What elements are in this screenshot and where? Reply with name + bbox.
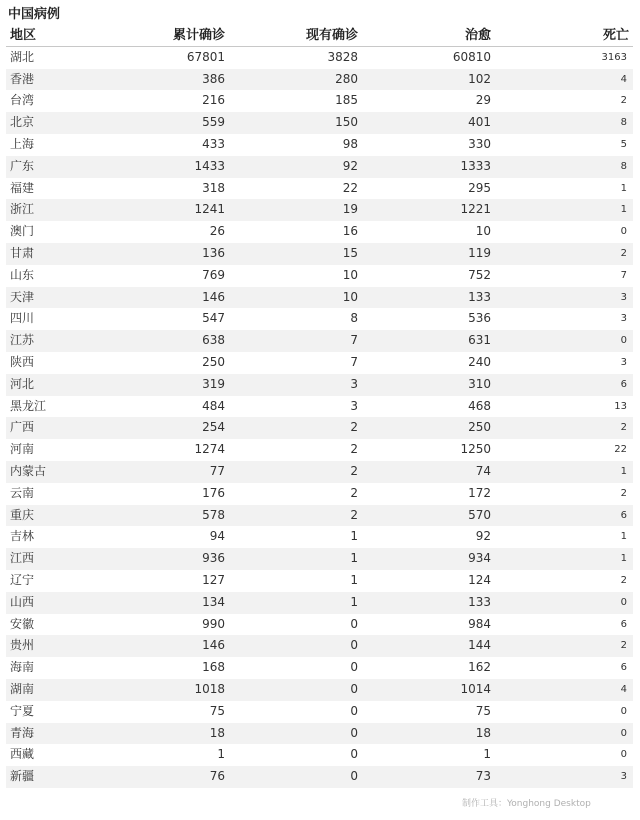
table-row xyxy=(6,461,633,483)
cell-cured: 92 xyxy=(475,529,491,544)
cell-region: 湖南 xyxy=(10,681,35,696)
table-row xyxy=(6,287,633,309)
cell-cured: 172 xyxy=(468,485,491,500)
cell-current: 1 xyxy=(350,529,358,544)
cell-cured: 1221 xyxy=(460,202,491,217)
cell-cumulative: 26 xyxy=(209,224,225,239)
cell-cumulative: 1018 xyxy=(194,681,225,696)
cell-cured: 310 xyxy=(468,376,491,391)
cell-cured: 752 xyxy=(468,267,491,282)
cell-region: 广东 xyxy=(10,158,35,173)
cell-cured: 934 xyxy=(468,551,491,566)
cell-cured: 1014 xyxy=(460,681,491,696)
cell-region: 甘肃 xyxy=(10,245,35,260)
cell-cumulative: 136 xyxy=(202,245,225,260)
cell-current: 2 xyxy=(350,463,358,478)
cell-cumulative: 769 xyxy=(202,267,225,282)
cell-deaths: 8 xyxy=(620,160,627,172)
cell-current: 15 xyxy=(342,245,358,260)
cell-region: 海南 xyxy=(10,660,35,675)
cell-cured: 570 xyxy=(468,507,491,522)
cell-region: 广西 xyxy=(10,420,35,435)
cell-cured: 29 xyxy=(475,93,491,108)
cell-cumulative: 216 xyxy=(202,93,225,108)
cell-cumulative: 1274 xyxy=(194,442,225,457)
cell-deaths: 2 xyxy=(620,247,627,259)
cell-current: 1 xyxy=(350,572,358,587)
table-row xyxy=(6,134,633,156)
cell-region: 香港 xyxy=(10,71,35,86)
table-row xyxy=(6,592,633,614)
table-row xyxy=(6,396,633,418)
cell-deaths: 2 xyxy=(620,640,627,652)
cell-cumulative: 168 xyxy=(202,660,225,675)
cell-region: 吉林 xyxy=(10,529,35,544)
cell-current: 185 xyxy=(335,93,358,108)
table-row xyxy=(6,417,633,439)
cell-current: 8 xyxy=(350,311,358,326)
cell-cumulative: 75 xyxy=(209,703,225,718)
table-row xyxy=(6,156,633,178)
cell-region: 北京 xyxy=(10,115,35,130)
table-row xyxy=(6,221,633,243)
cell-cured: 468 xyxy=(468,398,491,413)
column-header-current[interactable]: 现有确诊 xyxy=(305,28,358,43)
table-row xyxy=(6,308,633,330)
cell-cured: 144 xyxy=(468,638,491,653)
table-row xyxy=(6,505,633,527)
cell-cumulative: 94 xyxy=(209,529,225,544)
table-row xyxy=(6,614,633,636)
cell-cumulative: 638 xyxy=(202,333,225,348)
cell-cumulative: 146 xyxy=(202,638,225,653)
cell-deaths: 1 xyxy=(620,182,627,194)
cell-region: 西藏 xyxy=(10,747,35,762)
cell-current: 98 xyxy=(342,136,358,151)
table-row xyxy=(6,199,633,221)
cell-cumulative: 433 xyxy=(202,136,225,151)
cell-region: 云南 xyxy=(10,485,35,500)
cell-current: 0 xyxy=(350,769,358,784)
cell-region: 上海 xyxy=(10,136,35,151)
cell-current: 3 xyxy=(350,398,358,413)
column-header-cured[interactable]: 治愈 xyxy=(464,28,491,43)
cell-cured: 1 xyxy=(483,747,491,762)
cell-current: 0 xyxy=(350,681,358,696)
cell-current: 0 xyxy=(350,725,358,740)
cell-cumulative: 1433 xyxy=(194,158,225,173)
cell-current: 2 xyxy=(350,507,358,522)
table-row xyxy=(6,47,633,69)
table-row xyxy=(6,178,633,200)
cell-cured: 102 xyxy=(468,71,491,86)
column-header-cumulative[interactable]: 累计确诊 xyxy=(172,28,225,43)
cell-deaths: 0 xyxy=(620,335,627,347)
cell-region: 河南 xyxy=(10,442,35,457)
table-body xyxy=(6,47,633,788)
cell-region: 安徽 xyxy=(10,616,35,631)
cell-cured: 536 xyxy=(468,311,491,326)
cell-current: 10 xyxy=(342,267,358,282)
cell-region: 浙江 xyxy=(10,202,35,217)
cell-cured: 119 xyxy=(468,245,491,260)
cell-cured: 250 xyxy=(468,420,491,435)
cell-cured: 133 xyxy=(468,289,491,304)
cell-region: 江苏 xyxy=(10,333,35,348)
cell-region: 澳门 xyxy=(10,224,35,239)
table-row xyxy=(6,352,633,374)
cell-current: 7 xyxy=(350,333,358,348)
cell-cumulative: 318 xyxy=(202,180,225,195)
cell-cured: 60810 xyxy=(452,49,491,64)
table-row xyxy=(6,679,633,701)
cell-region: 内蒙古 xyxy=(10,463,47,478)
cell-deaths: 6 xyxy=(620,662,627,674)
cell-cured: 401 xyxy=(468,115,491,130)
table-row xyxy=(6,483,633,505)
cell-cumulative: 547 xyxy=(202,311,225,326)
cell-current: 2 xyxy=(350,420,358,435)
cell-current: 150 xyxy=(335,115,358,130)
cell-cumulative: 1 xyxy=(217,747,225,762)
cell-deaths: 2 xyxy=(620,422,627,434)
cell-cured: 1250 xyxy=(460,442,491,457)
table-row xyxy=(6,701,633,723)
cell-deaths: 3163 xyxy=(601,51,627,63)
table-row xyxy=(6,112,633,134)
cell-current: 92 xyxy=(342,158,358,173)
cell-cumulative: 134 xyxy=(202,594,225,609)
cell-cumulative: 484 xyxy=(202,398,225,413)
cell-cumulative: 1241 xyxy=(194,202,225,217)
cell-deaths: 5 xyxy=(620,138,627,150)
cell-region: 新疆 xyxy=(10,769,35,784)
table-row xyxy=(6,69,633,91)
cell-deaths: 6 xyxy=(620,509,627,521)
cell-deaths: 4 xyxy=(620,73,627,85)
cell-cured: 1333 xyxy=(460,158,491,173)
cell-deaths: 3 xyxy=(620,356,627,368)
cell-deaths: 0 xyxy=(620,705,627,717)
cell-deaths: 2 xyxy=(620,487,627,499)
cell-region: 天津 xyxy=(10,289,35,304)
cell-region: 宁夏 xyxy=(10,703,35,718)
table-row xyxy=(6,330,633,352)
cell-cured: 162 xyxy=(468,660,491,675)
cell-current: 1 xyxy=(350,594,358,609)
cell-current: 0 xyxy=(350,747,358,762)
cell-current: 10 xyxy=(342,289,358,304)
cell-deaths: 2 xyxy=(620,95,627,107)
cell-region: 台湾 xyxy=(10,93,35,108)
cell-cured: 18 xyxy=(475,725,491,740)
column-header-deaths[interactable]: 死亡 xyxy=(602,28,629,43)
cell-region: 河北 xyxy=(10,376,35,391)
cell-cured: 73 xyxy=(475,769,491,784)
cell-region: 贵州 xyxy=(10,638,35,653)
cell-current: 0 xyxy=(350,703,358,718)
cell-cumulative: 76 xyxy=(209,769,225,784)
cell-current: 0 xyxy=(350,638,358,653)
cell-deaths: 6 xyxy=(620,378,627,390)
footer-credit: 制作工具：Yonghong Desktop xyxy=(462,799,591,809)
cell-deaths: 1 xyxy=(620,465,627,477)
cell-region: 陕西 xyxy=(10,354,35,369)
table-row xyxy=(6,723,633,745)
cell-deaths: 3 xyxy=(620,313,627,325)
cell-deaths: 0 xyxy=(620,226,627,238)
cell-deaths: 0 xyxy=(620,727,627,739)
cell-deaths: 1 xyxy=(620,531,627,543)
column-header-region[interactable]: 地区 xyxy=(10,28,37,43)
cell-cumulative: 67801 xyxy=(186,49,225,64)
cell-region: 黑龙江 xyxy=(10,398,47,413)
cell-cumulative: 146 xyxy=(202,289,225,304)
cell-cumulative: 578 xyxy=(202,507,225,522)
table-row xyxy=(6,570,633,592)
cell-current: 280 xyxy=(335,71,358,86)
cell-deaths: 7 xyxy=(620,269,627,281)
cell-cured: 124 xyxy=(468,572,491,587)
table-row xyxy=(6,243,633,265)
table-row xyxy=(6,374,633,396)
cell-current: 7 xyxy=(350,354,358,369)
cell-deaths: 2 xyxy=(620,574,627,586)
table-row xyxy=(6,439,633,461)
cell-region: 辽宁 xyxy=(10,572,35,587)
table-row xyxy=(6,657,633,679)
cell-region: 四川 xyxy=(10,311,35,326)
table-title: 中国病例 xyxy=(8,7,61,22)
cell-cumulative: 319 xyxy=(202,376,225,391)
cell-cured: 295 xyxy=(468,180,491,195)
case-table xyxy=(6,25,633,788)
cell-cured: 74 xyxy=(475,463,491,478)
cell-cumulative: 990 xyxy=(202,616,225,631)
cell-deaths: 1 xyxy=(620,204,627,216)
cell-current: 22 xyxy=(342,180,358,195)
cell-cured: 240 xyxy=(468,354,491,369)
cell-region: 福建 xyxy=(10,180,35,195)
cell-region: 重庆 xyxy=(10,507,35,522)
cell-region: 山东 xyxy=(10,267,35,282)
table-row xyxy=(6,744,633,766)
cell-current: 0 xyxy=(350,660,358,675)
cell-cumulative: 250 xyxy=(202,354,225,369)
cell-region: 湖北 xyxy=(10,49,35,64)
table-header-row xyxy=(6,25,633,47)
cell-deaths: 13 xyxy=(614,400,627,412)
cell-current: 1 xyxy=(350,551,358,566)
cell-cured: 133 xyxy=(468,594,491,609)
cell-deaths: 22 xyxy=(614,444,627,456)
cell-deaths: 6 xyxy=(620,618,627,630)
cell-deaths: 0 xyxy=(620,749,627,761)
cell-cumulative: 559 xyxy=(202,115,225,130)
cell-cured: 984 xyxy=(468,616,491,631)
table-row xyxy=(6,265,633,287)
cell-current: 0 xyxy=(350,616,358,631)
cell-deaths: 3 xyxy=(620,771,627,783)
cell-cured: 330 xyxy=(468,136,491,151)
cell-current: 2 xyxy=(350,442,358,457)
table-row xyxy=(6,90,633,112)
cell-deaths: 8 xyxy=(620,117,627,129)
cell-cumulative: 386 xyxy=(202,71,225,86)
cell-cured: 631 xyxy=(468,333,491,348)
table-row xyxy=(6,526,633,548)
cell-region: 青海 xyxy=(10,725,35,740)
cell-current: 3828 xyxy=(327,49,358,64)
cell-region: 江西 xyxy=(10,551,35,566)
table-row xyxy=(6,548,633,570)
cell-deaths: 3 xyxy=(620,291,627,303)
table-row xyxy=(6,766,633,788)
cell-cumulative: 176 xyxy=(202,485,225,500)
cell-cumulative: 936 xyxy=(202,551,225,566)
cell-cumulative: 77 xyxy=(209,463,225,478)
cell-cured: 10 xyxy=(475,224,491,239)
cell-current: 19 xyxy=(342,202,358,217)
cell-current: 2 xyxy=(350,485,358,500)
cell-cumulative: 127 xyxy=(202,572,225,587)
cell-region: 山西 xyxy=(10,594,35,609)
cell-cumulative: 254 xyxy=(202,420,225,435)
cell-cured: 75 xyxy=(475,703,491,718)
table-row xyxy=(6,635,633,657)
cell-deaths: 0 xyxy=(620,596,627,608)
cell-current: 3 xyxy=(350,376,358,391)
cell-deaths: 4 xyxy=(620,683,627,695)
cell-deaths: 1 xyxy=(620,553,627,565)
cell-current: 16 xyxy=(342,224,358,239)
cell-cumulative: 18 xyxy=(209,725,225,740)
